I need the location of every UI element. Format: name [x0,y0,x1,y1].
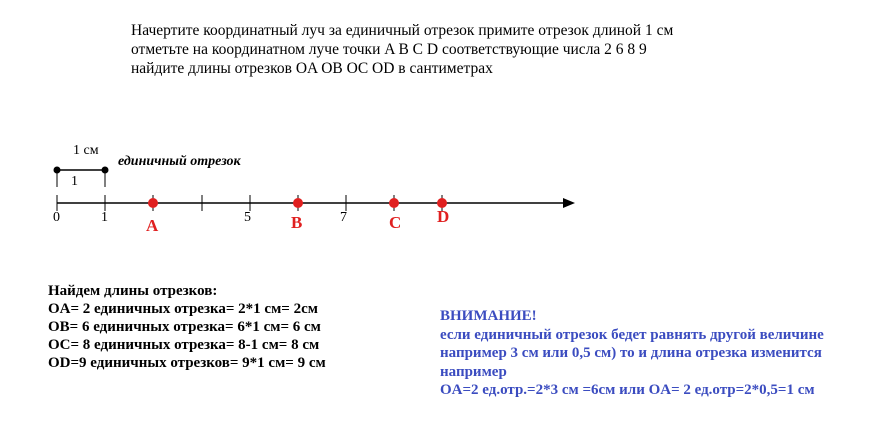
tick-label-1: 1 [101,210,108,225]
unit-length-label: 1 см [73,143,99,158]
point-d-label: D [437,207,450,226]
note-line-4: OA=2 ед.отр.=2*3 см =6см или OA= 2 ед.отр=2*0,5=1 см [440,382,815,398]
point-c-label: C [389,213,402,232]
tick-label-7: 7 [340,210,347,225]
tick-label-5: 5 [244,210,251,225]
result-line-oa: OA= 2 единичных отрезка= 2*1 см= 2см [48,301,318,317]
point-a-dot [148,198,158,208]
results-block [48,282,326,372]
tick-label-0: 0 [53,210,60,225]
point-a-label: A [146,216,159,235]
point-c-dot [389,198,399,208]
task-line-1: Начертите координатный луч за единичный отрезок примите отрезок длиной 1 см [131,22,674,39]
result-line-od: OD=9 единичных отрезков= 9*1 см= 9 см [48,355,326,371]
task-line-3: найдите длины отрезков OA OB OC OD в сантиметрах [131,60,493,77]
point-b-dot [293,198,303,208]
note-title: ВНИМАНИЕ! [440,308,537,324]
ray-arrowhead [563,198,575,208]
note-line-1: если единичный отрезок бедет равнять другой величине [440,326,824,343]
unit-segment-caption: единичный отрезок [118,154,241,169]
point-b-label: B [291,213,303,232]
attention-note [440,307,824,400]
result-line-oc: OC= 8 единичных отрезка= 8-1 см= 8 см [48,337,320,353]
results-title: Найдем длины отрезков: [48,283,218,299]
result-line-ob: OB= 6 единичных отрезка= 6*1 см= 6 см [48,319,321,335]
unit-inner-label: 1 [71,174,78,189]
note-line-3: например [440,363,507,380]
note-line-2: например 3 см или 0,5 см) то и длина отрезка изменится [440,345,822,361]
task-line-2: отметьте на координатном луче точки A B C D соответствующие числа 2 6 8 9 [131,41,647,58]
